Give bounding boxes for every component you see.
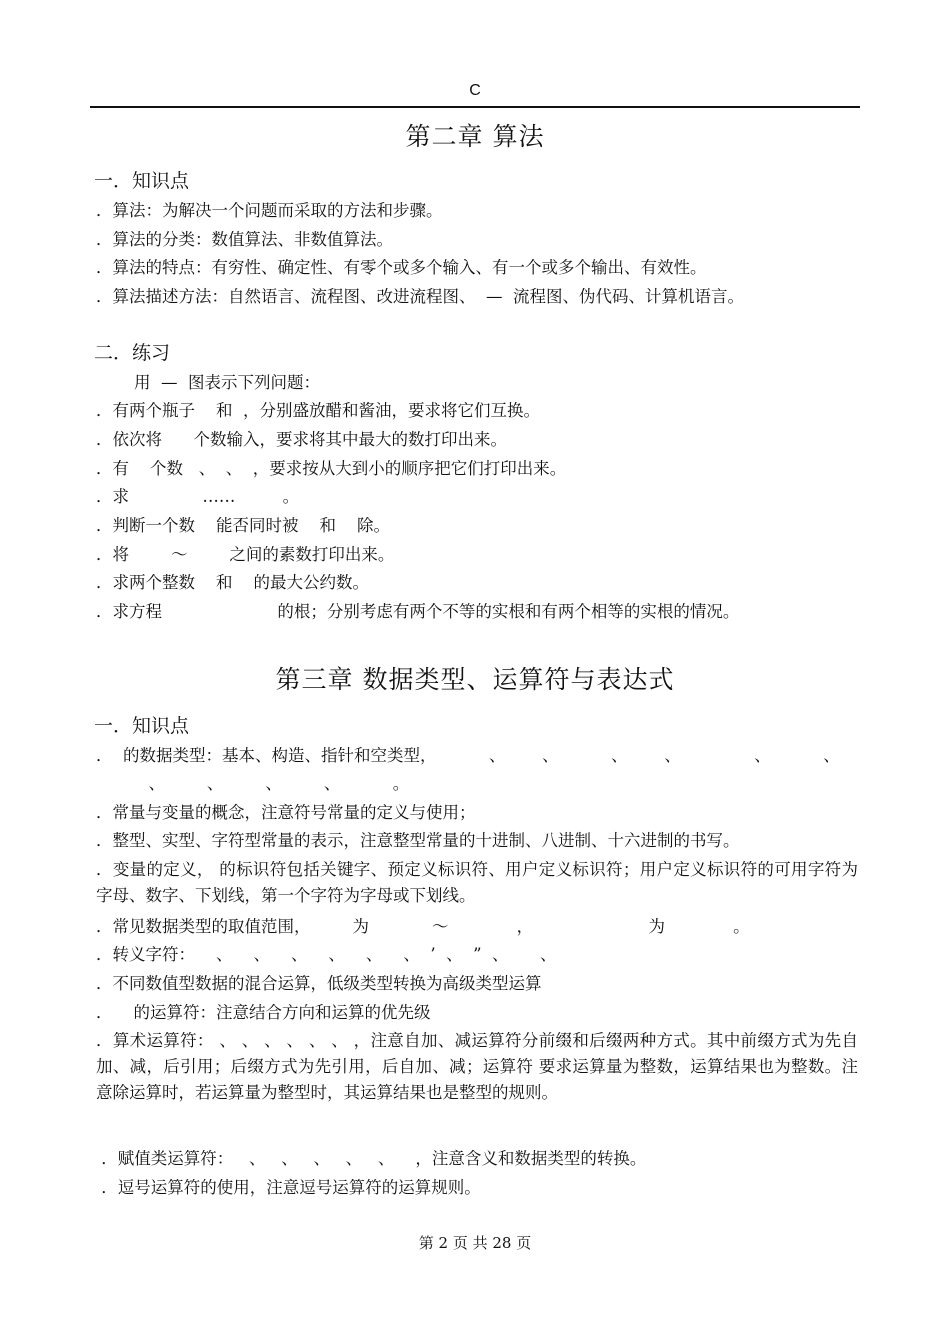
ch3-knowledge-item: ．常见数据类型的取值范围， 为 ～ ， 为 。 bbox=[96, 917, 750, 936]
ch3-knowledge-item: ．转义字符： 、 、 、 、 、 、 ’ 、 ” 、 、 bbox=[96, 945, 557, 964]
ch3-knowledge-item: ．逗号运算符的使用，注意逗号运算符的运算规则。 bbox=[96, 1178, 481, 1197]
ch3-knowledge-item: ． 的运算符：注意结合方向和运算的优先级 bbox=[96, 1003, 431, 1022]
ch3-knowledge-item: ．变量的定义， 的标识符包括关键字、预定义标识符、用户定义标识符；用户定义标识符的可用字符为字母、数字、下划线，第一个字符为字母或下划线。 bbox=[96, 860, 858, 905]
ch2-exercise-item: ．求 …… 。 bbox=[96, 487, 300, 506]
ch2-exercise-item: ．判断一个数 能否同时被 和 除。 bbox=[96, 516, 390, 535]
ch3-knowledge-item: ．整型、实型、字符型常量的表示，注意整型常量的十进制、八进制、十六进制的书写。 bbox=[96, 831, 740, 850]
ch2-knowledge-item: ．算法的分类：数值算法、非数值算法。 bbox=[96, 230, 393, 249]
ch3-knowledge-item: ．常量与变量的概念，注意符号常量的定义与使用； bbox=[96, 803, 476, 822]
ch2-knowledge-item: ．算法描述方法：自然语言、流程图、改进流程图、 — 流程图、伪代码、计算机语言。 bbox=[96, 287, 744, 306]
ch2-exercise-item: ．依次将 个数输入，要求将其中最大的数打印出来。 bbox=[96, 430, 507, 449]
ch2-exercise-intro: 用 — 图表示下列问题： bbox=[134, 373, 320, 392]
page-footer: 第 2 页 共 28 页 bbox=[418, 1234, 532, 1252]
ch3-knowledge-item-cont: 、 、 、 、 。 bbox=[96, 774, 410, 793]
ch3-knowledge-item: ．算术运算符： 、 、 、 、 、 、 ，注意自加、减运算符分前缀和后缀两种方式。其中前缀方式为先自加、减，后引用；后缀方式为先引用，后自加、减；运算符 要求运算量为整数，运算结果也为整数。注意除运算时，若运算量为整型时，其运算结果也是整型的规则。 bbox=[96, 1031, 858, 1102]
running-head: C bbox=[469, 82, 481, 99]
ch2-section-knowledge-title: 一．知识点 bbox=[94, 170, 190, 192]
ch3-section-knowledge-title: 一．知识点 bbox=[94, 715, 190, 737]
ch2-exercise-item: ．将 ～ 之间的素数打印出来。 bbox=[96, 545, 395, 564]
ch3-knowledge-item: ．赋值类运算符： 、 、 、 、 、 ，注意含义和数据类型的转换。 bbox=[96, 1149, 647, 1168]
ch2-exercise-item: ．求方程 的根；分别考虑有两个不等的实根和有两个相等的实根的情况。 bbox=[96, 602, 740, 621]
chapter-2-title: 第二章 算法 bbox=[405, 122, 545, 151]
ch3-knowledge-item: ．不同数值型数据的混合运算，低级类型转换为高级类型运算 bbox=[96, 974, 542, 993]
ch2-exercise-item: ．有两个瓶子 和 ，分别盛放醋和酱油，要求将它们互换。 bbox=[96, 401, 540, 420]
chapter-3-title: 第三章 数据类型、运算符与表达式 bbox=[275, 665, 675, 694]
ch2-exercise-item: ．求两个整数 和 的最大公约数。 bbox=[96, 573, 369, 592]
ch3-knowledge-item: ． 的数据类型：基本、构造、指针和空类型， 、 、 、 、 、 、 bbox=[96, 746, 840, 765]
ch2-exercise-item: ．有 个数 、 、 ，要求按从大到小的顺序把它们打印出来。 bbox=[96, 459, 567, 478]
ch2-section-exercise-title: 二．练习 bbox=[94, 342, 171, 364]
ch2-knowledge-item: ．算法：为解决一个问题而采取的方法和步骤。 bbox=[96, 201, 443, 220]
header-rule bbox=[90, 106, 860, 108]
ch2-knowledge-item: ．算法的特点：有穷性、确定性、有零个或多个输入、有一个或多个输出、有效性。 bbox=[96, 258, 707, 277]
